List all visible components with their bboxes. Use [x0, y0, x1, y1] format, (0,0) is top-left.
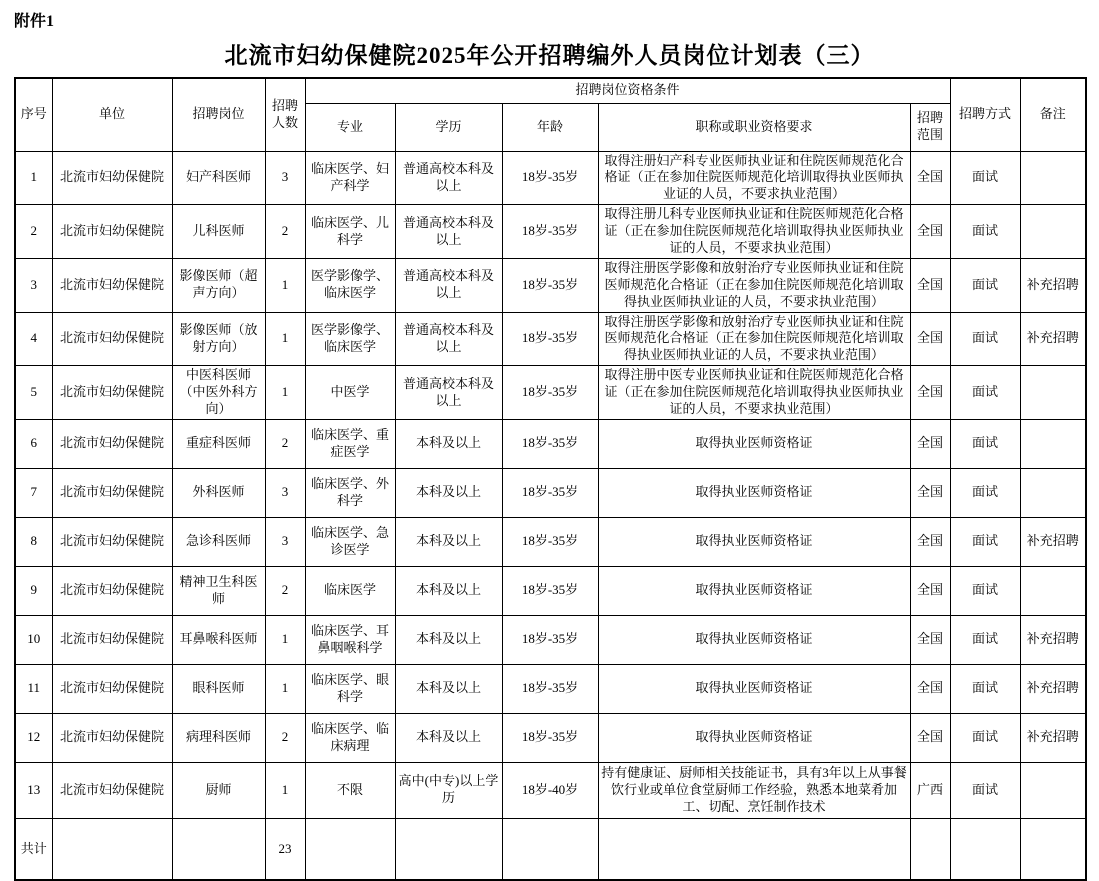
table-row: [15, 762, 1086, 818]
cell-major: 临床医学、耳鼻咽喉科学: [305, 615, 395, 664]
cell-scope: 全国: [910, 517, 950, 566]
cell-count: 2: [265, 566, 305, 615]
table-row: [15, 664, 1086, 713]
table-header-row-1: [15, 78, 1086, 103]
cell-position: 眼科医师: [172, 664, 265, 713]
header-zhuanye: 专业: [305, 103, 395, 151]
cell-unit: 北流市妇幼保健院: [52, 615, 172, 664]
total-unit-empty: [52, 818, 172, 880]
header-zhicheng: 职称或职业资格要求: [598, 103, 910, 151]
cell-age: 18岁-35岁: [502, 205, 598, 259]
cell-count: 1: [265, 664, 305, 713]
cell-remark: 补充招聘: [1020, 517, 1086, 566]
page-title: 北流市妇幼保健院2025年公开招聘编外人员岗位计划表（三）: [224, 43, 875, 68]
cell-unit: 北流市妇幼保健院: [52, 517, 172, 566]
header-beizhu: 备注: [1020, 78, 1086, 151]
cell-no: 6: [15, 419, 52, 468]
cell-method: 面试: [950, 615, 1020, 664]
cell-count: 2: [265, 713, 305, 762]
cell-major: 不限: [305, 762, 395, 818]
total-requirement-empty: [598, 818, 910, 880]
cell-scope: 全国: [910, 419, 950, 468]
cell-age: 18岁-35岁: [502, 664, 598, 713]
cell-requirement: 取得注册医学影像和放射治疗专业医师执业证和住院医师规范化合格证（正在参加住院医师规范化培训取得执业医师执业证的人员，不要求执业范围）: [598, 312, 910, 366]
cell-count: 3: [265, 151, 305, 205]
cell-count: 1: [265, 366, 305, 420]
cell-unit: 北流市妇幼保健院: [52, 664, 172, 713]
cell-scope: 全国: [910, 615, 950, 664]
cell-requirement: 取得执业医师资格证: [598, 419, 910, 468]
cell-position: 外科医师: [172, 468, 265, 517]
cell-no: 3: [15, 258, 52, 312]
cell-scope: 全国: [910, 664, 950, 713]
table-row: [15, 366, 1086, 420]
cell-requirement: 取得注册妇产科专业医师执业证和住院医师规范化合格证（正在参加住院医师规范化培训取得执业医师执业证的人员，不要求执业范围）: [598, 151, 910, 205]
total-method-empty: [950, 818, 1020, 880]
cell-remark: [1020, 468, 1086, 517]
header-danwei: 单位: [52, 78, 172, 151]
cell-count: 1: [265, 762, 305, 818]
cell-no: 4: [15, 312, 52, 366]
cell-method: 面试: [950, 713, 1020, 762]
cell-education: 普通高校本科及以上: [395, 151, 502, 205]
cell-method: 面试: [950, 312, 1020, 366]
cell-age: 18岁-35岁: [502, 419, 598, 468]
header-fanwei: 招聘范围: [910, 103, 950, 151]
cell-position: 病理科医师: [172, 713, 265, 762]
cell-scope: 全国: [910, 468, 950, 517]
cell-no: 2: [15, 205, 52, 259]
cell-no: 7: [15, 468, 52, 517]
cell-major: 临床医学、儿科学: [305, 205, 395, 259]
cell-method: 面试: [950, 566, 1020, 615]
cell-education: 普通高校本科及以上: [395, 366, 502, 420]
cell-unit: 北流市妇幼保健院: [52, 366, 172, 420]
cell-requirement: 取得注册中医专业医师执业证和住院医师规范化合格证（正在参加住院医师规范化培训取得执业医师执业证的人员，不要求执业范围）: [598, 366, 910, 420]
header-fangshi: 招聘方式: [950, 78, 1020, 151]
table-row: [15, 258, 1086, 312]
cell-method: 面试: [950, 762, 1020, 818]
cell-method: 面试: [950, 517, 1020, 566]
cell-count: 2: [265, 205, 305, 259]
total-count: 23: [265, 818, 305, 880]
header-qualification-group: 招聘岗位资格条件: [305, 78, 950, 103]
cell-no: 11: [15, 664, 52, 713]
cell-remark: [1020, 419, 1086, 468]
cell-no: 8: [15, 517, 52, 566]
header-xueli: 学历: [395, 103, 502, 151]
cell-position: 影像医师（超声方向）: [172, 258, 265, 312]
cell-requirement: 取得执业医师资格证: [598, 468, 910, 517]
cell-education: 普通高校本科及以上: [395, 258, 502, 312]
cell-remark: [1020, 762, 1086, 818]
total-position-empty: [172, 818, 265, 880]
cell-age: 18岁-35岁: [502, 468, 598, 517]
cell-requirement: 取得注册儿科专业医师执业证和住院医师规范化合格证（正在参加住院医师规范化培训取得执业医师执业证的人员，不要求执业范围）: [598, 205, 910, 259]
total-label: 共计: [15, 818, 52, 880]
cell-position: 影像医师（放射方向）: [172, 312, 265, 366]
cell-count: 3: [265, 468, 305, 517]
cell-no: 5: [15, 366, 52, 420]
cell-requirement: 取得执业医师资格证: [598, 566, 910, 615]
cell-major: 临床医学、临床病理: [305, 713, 395, 762]
cell-unit: 北流市妇幼保健院: [52, 419, 172, 468]
cell-no: 12: [15, 713, 52, 762]
cell-no: 1: [15, 151, 52, 205]
total-scope-empty: [910, 818, 950, 880]
cell-major: 医学影像学、临床医学: [305, 258, 395, 312]
cell-position: 儿科医师: [172, 205, 265, 259]
cell-method: 面试: [950, 366, 1020, 420]
cell-position: 耳鼻喉科医师: [172, 615, 265, 664]
cell-scope: 全国: [910, 312, 950, 366]
recruitment-plan-table: [14, 77, 1087, 881]
cell-remark: [1020, 366, 1086, 420]
cell-age: 18岁-35岁: [502, 366, 598, 420]
cell-scope: 全国: [910, 258, 950, 312]
cell-age: 18岁-35岁: [502, 713, 598, 762]
table-row: [15, 151, 1086, 205]
cell-education: 本科及以上: [395, 517, 502, 566]
cell-age: 18岁-40岁: [502, 762, 598, 818]
cell-remark: 补充招聘: [1020, 664, 1086, 713]
header-renshu: 招聘人数: [265, 78, 305, 151]
cell-remark: [1020, 566, 1086, 615]
cell-age: 18岁-35岁: [502, 566, 598, 615]
cell-requirement: 取得执业医师资格证: [598, 664, 910, 713]
cell-scope: 全国: [910, 566, 950, 615]
cell-major: 临床医学、妇产科学: [305, 151, 395, 205]
cell-remark: 补充招聘: [1020, 615, 1086, 664]
cell-major: 临床医学、重症医学: [305, 419, 395, 468]
cell-scope: 全国: [910, 205, 950, 259]
cell-scope: 全国: [910, 151, 950, 205]
cell-education: 高中(中专)以上学历: [395, 762, 502, 818]
cell-education: 本科及以上: [395, 419, 502, 468]
cell-education: 本科及以上: [395, 566, 502, 615]
table-row: [15, 419, 1086, 468]
cell-education: 本科及以上: [395, 468, 502, 517]
cell-method: 面试: [950, 205, 1020, 259]
cell-remark: [1020, 151, 1086, 205]
total-major-empty: [305, 818, 395, 880]
cell-major: 中医学: [305, 366, 395, 420]
cell-education: 普通高校本科及以上: [395, 312, 502, 366]
cell-unit: 北流市妇幼保健院: [52, 566, 172, 615]
cell-remark: [1020, 205, 1086, 259]
header-gangwei: 招聘岗位: [172, 78, 265, 151]
total-education-empty: [395, 818, 502, 880]
cell-position: 中医科医师（中医外科方向）: [172, 366, 265, 420]
cell-method: 面试: [950, 468, 1020, 517]
cell-major: 临床医学、外科学: [305, 468, 395, 517]
header-nianling: 年龄: [502, 103, 598, 151]
cell-no: 10: [15, 615, 52, 664]
cell-requirement: 取得执业医师资格证: [598, 713, 910, 762]
table-row: [15, 468, 1086, 517]
cell-position: 重症科医师: [172, 419, 265, 468]
cell-unit: 北流市妇幼保健院: [52, 713, 172, 762]
cell-unit: 北流市妇幼保健院: [52, 151, 172, 205]
cell-requirement: 持有健康证、厨师相关技能证书，具有3年以上从事餐饮行业或单位食堂厨师工作经验，熟悉本地菜肴加工、切配、烹饪制作技术: [598, 762, 910, 818]
cell-age: 18岁-35岁: [502, 312, 598, 366]
cell-unit: 北流市妇幼保健院: [52, 258, 172, 312]
cell-age: 18岁-35岁: [502, 615, 598, 664]
cell-requirement: 取得注册医学影像和放射治疗专业医师执业证和住院医师规范化合格证（正在参加住院医师规范化培训取得执业医师执业证的人员，不要求执业范围）: [598, 258, 910, 312]
cell-position: 厨师: [172, 762, 265, 818]
cell-count: 1: [265, 258, 305, 312]
cell-major: 临床医学、眼科学: [305, 664, 395, 713]
cell-scope: 全国: [910, 366, 950, 420]
attachment-label: 附件1: [14, 13, 55, 30]
cell-remark: 补充招聘: [1020, 312, 1086, 366]
cell-count: 2: [265, 419, 305, 468]
cell-no: 13: [15, 762, 52, 818]
cell-no: 9: [15, 566, 52, 615]
table-row: [15, 517, 1086, 566]
cell-unit: 北流市妇幼保健院: [52, 762, 172, 818]
cell-age: 18岁-35岁: [502, 258, 598, 312]
cell-position: 急诊科医师: [172, 517, 265, 566]
cell-major: 临床医学: [305, 566, 395, 615]
total-remark-empty: [1020, 818, 1086, 880]
table-row: [15, 713, 1086, 762]
cell-unit: 北流市妇幼保健院: [52, 312, 172, 366]
cell-method: 面试: [950, 151, 1020, 205]
table-row: [15, 615, 1086, 664]
cell-education: 本科及以上: [395, 713, 502, 762]
cell-unit: 北流市妇幼保健院: [52, 205, 172, 259]
cell-unit: 北流市妇幼保健院: [52, 468, 172, 517]
cell-education: 本科及以上: [395, 664, 502, 713]
cell-requirement: 取得执业医师资格证: [598, 517, 910, 566]
cell-remark: 补充招聘: [1020, 713, 1086, 762]
cell-age: 18岁-35岁: [502, 517, 598, 566]
cell-position: 精神卫生科医师: [172, 566, 265, 615]
cell-remark: 补充招聘: [1020, 258, 1086, 312]
total-age-empty: [502, 818, 598, 880]
cell-method: 面试: [950, 258, 1020, 312]
cell-major: 临床医学、急诊医学: [305, 517, 395, 566]
cell-major: 医学影像学、临床医学: [305, 312, 395, 366]
cell-count: 1: [265, 312, 305, 366]
cell-age: 18岁-35岁: [502, 151, 598, 205]
table-row: [15, 566, 1086, 615]
cell-requirement: 取得执业医师资格证: [598, 615, 910, 664]
cell-count: 1: [265, 615, 305, 664]
cell-method: 面试: [950, 664, 1020, 713]
total-row: [15, 818, 1086, 880]
cell-education: 本科及以上: [395, 615, 502, 664]
cell-position: 妇产科医师: [172, 151, 265, 205]
cell-count: 3: [265, 517, 305, 566]
table-row: [15, 205, 1086, 259]
header-xuhao: 序号: [15, 78, 52, 151]
cell-method: 面试: [950, 419, 1020, 468]
table-row: [15, 312, 1086, 366]
cell-scope: 广西: [910, 762, 950, 818]
cell-scope: 全国: [910, 713, 950, 762]
cell-education: 普通高校本科及以上: [395, 205, 502, 259]
